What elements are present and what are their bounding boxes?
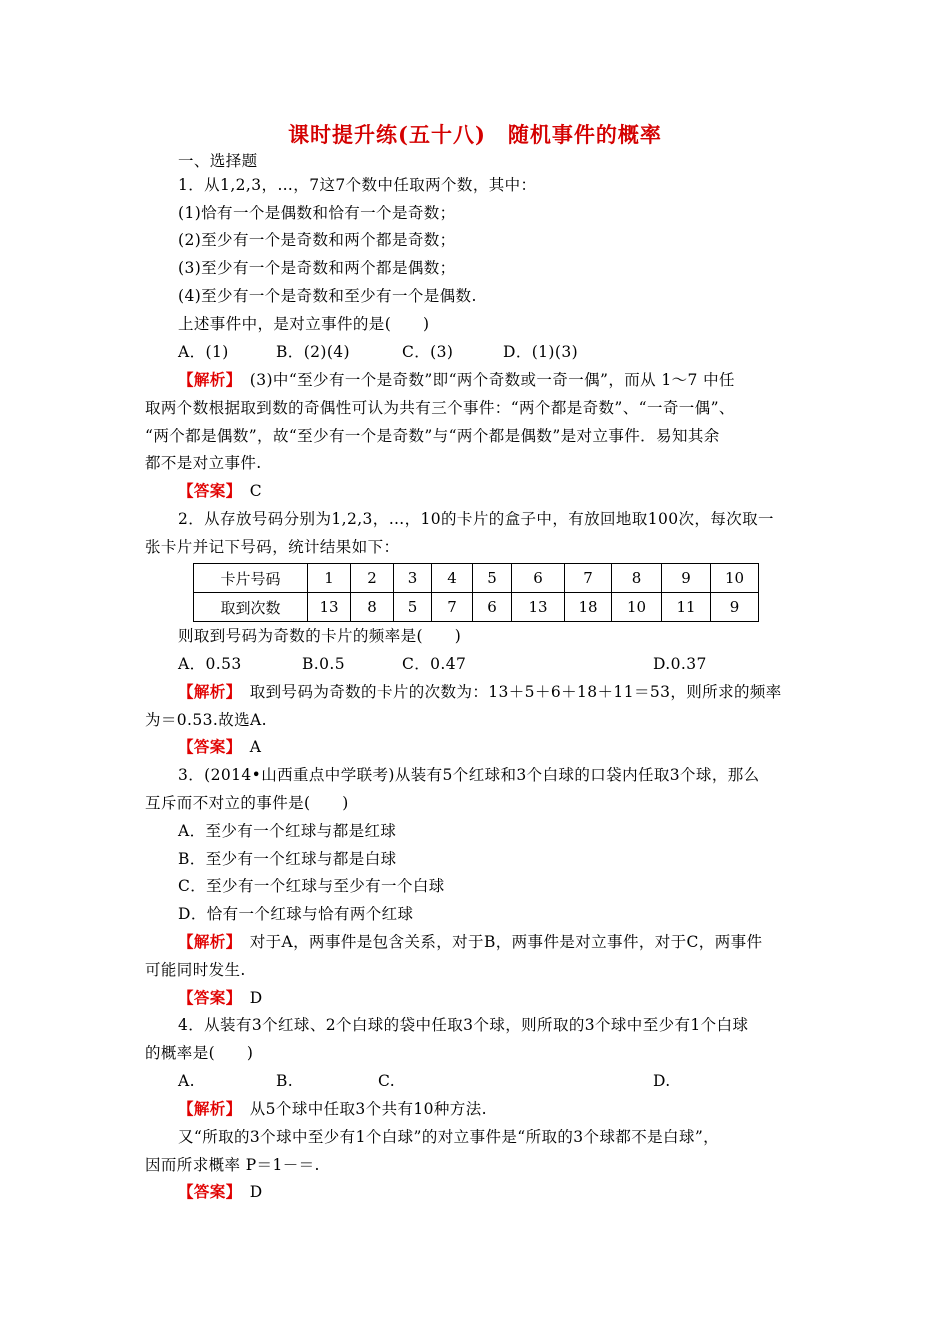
q3-answer-line (178, 987, 263, 1009)
q2-answer-line (178, 736, 261, 758)
q4-analysis-line: 又“所取的3个球中至少有1个白球”的对立事件是“所取的3个球都不是白球”， (178, 1128, 720, 1146)
table-cell: 10 (711, 564, 759, 593)
table-cell: 7 (565, 564, 612, 593)
table-cell: 8 (612, 564, 662, 593)
table-cell: 7 (432, 593, 473, 622)
q4-option-d: D. (653, 1072, 671, 1090)
q1-option-c: C．(3) (402, 343, 454, 361)
table-cell: 9 (662, 564, 711, 593)
q1-option-a: A．(1) (178, 343, 229, 361)
answer-tag: 【答案】 (178, 988, 234, 1007)
table-cell: 6 (473, 593, 512, 622)
q2-option-a: A．0.53 (178, 655, 242, 673)
analysis-tag: 【解析】 (178, 1099, 234, 1118)
q1-item: (4)至少有一个是奇数和至少有一个是偶数. (178, 287, 477, 305)
table-cell: 11 (662, 593, 711, 622)
table-cell: 5 (394, 593, 432, 622)
q1-analysis-line (178, 369, 735, 391)
q2-option-c: C．0.47 (402, 655, 467, 673)
table-cell: 3 (394, 564, 432, 593)
q2-stem: 张卡片并记下号码，统计结果如下： (145, 538, 400, 556)
q3-option-d: D．恰有一个红球与恰有两个红球 (178, 905, 414, 923)
q3-analysis-line: 可能同时发生. (145, 961, 246, 979)
q1-analysis-line: “两个都是偶数”，故“至少有一个是奇数”与“两个都是偶数”是对立事件．易知其余 (145, 427, 720, 445)
q1-option-d: D．(1)(3) (503, 343, 579, 361)
q2-option-d: D.0.37 (653, 655, 707, 673)
q3-answer: D (233, 989, 263, 1007)
q1-stem: 1．从1,2,3，…，7这7个数中任取两个数，其中： (178, 176, 537, 194)
answer-tag: 【答案】 (178, 737, 234, 756)
table-cell: 13 (512, 593, 565, 622)
q3-option-a: A．至少有一个红球与都是红球 (178, 822, 397, 840)
q2-analysis-line: 为＝0.53.故选A. (145, 711, 267, 729)
card-count-table (193, 563, 759, 622)
table-cell: 卡片号码 (194, 564, 308, 593)
q4-stem: 的概率是( ) (145, 1044, 254, 1062)
q1-item: (2)至少有一个是奇数和两个都是奇数； (178, 231, 456, 249)
q2-option-b: B.0.5 (302, 655, 345, 673)
q1-analysis-line: 取两个数根据取到数的奇偶性可认为共有三个事件：“两个都是奇数”、“一奇一偶”、 (145, 399, 735, 417)
q2-stem: 2．从存放号码分别为1,2,3，…，10的卡片的盒子中，有放回地取100次，每次取一 (178, 510, 774, 528)
q1-answer: C (233, 482, 263, 500)
q4-option-b: B. (276, 1072, 294, 1090)
q1-item: (1)恰有一个是偶数和恰有一个是奇数； (178, 204, 456, 222)
q3-stem: 3．(2014•山西重点中学联考)从装有5个红球和3个白球的口袋内任取3个球，那么 (178, 766, 760, 784)
table-cell: 18 (565, 593, 612, 622)
q3-analysis-text: 对于A，两事件是包含关系，对于B，两事件是对立事件，对于C，两事件 (233, 933, 763, 951)
answer-tag: 【答案】 (178, 1182, 234, 1201)
analysis-tag: 【解析】 (178, 370, 234, 389)
q2-analysis-line (178, 681, 782, 703)
page-title: 课时提升练(五十八) 随机事件的概率 (288, 122, 662, 147)
q4-option-a: A. (178, 1072, 195, 1090)
analysis-tag: 【解析】 (178, 932, 234, 951)
q1-answer-line (178, 480, 262, 502)
q4-analysis-text: 从5个球中任取3个共有10种方法. (233, 1100, 487, 1118)
table-cell: 2 (351, 564, 394, 593)
q3-analysis-line (178, 931, 762, 953)
q4-answer: D (233, 1183, 263, 1201)
q4-answer-line (178, 1181, 263, 1203)
q4-stem: 4．从装有3个红球、2个白球的袋中任取3个球，则所取的3个球中至少有1个白球 (178, 1016, 749, 1034)
q1-option-b: B．(2)(4) (276, 343, 351, 361)
table-cell: 1 (308, 564, 351, 593)
q3-option-c: C．至少有一个红球与至少有一个白球 (178, 877, 445, 895)
q2-prompt: 则取到号码为奇数的卡片的频率是( ) (178, 627, 462, 645)
q1-item: (3)至少有一个是奇数和两个都是偶数； (178, 259, 456, 277)
q1-prompt: 上述事件中，是对立事件的是( ) (178, 315, 430, 333)
q1-analysis-text: (3)中“至少有一个是奇数”即“两个奇数或一奇一偶”，而从 1～7 中任 (233, 371, 735, 389)
q1-analysis-line: 都不是对立事件. (145, 454, 262, 472)
table-cell: 4 (432, 564, 473, 593)
q4-option-c: C. (378, 1072, 396, 1090)
table-cell: 6 (512, 564, 565, 593)
analysis-tag: 【解析】 (178, 682, 234, 701)
table-row (194, 593, 759, 622)
table-cell: 10 (612, 593, 662, 622)
answer-tag: 【答案】 (178, 481, 234, 500)
q3-option-b: B．至少有一个红球与都是白球 (178, 850, 397, 868)
table-cell: 8 (351, 593, 394, 622)
section-heading: 一、选择题 (178, 152, 258, 170)
table-row (194, 564, 759, 593)
table-cell: 取到次数 (194, 593, 308, 622)
q4-analysis-line: 因而所求概率 P＝1－＝. (145, 1156, 320, 1174)
q3-stem: 互斥而不对立的事件是( ) (145, 794, 349, 812)
table-cell: 9 (711, 593, 759, 622)
q4-analysis-line (178, 1098, 487, 1120)
table-cell: 5 (473, 564, 512, 593)
q2-answer: A (233, 738, 262, 756)
q2-analysis-text: 取到号码为奇数的卡片的次数为：13＋5＋6＋18＋11＝53，则所求的频率 (233, 683, 782, 701)
table-cell: 13 (308, 593, 351, 622)
